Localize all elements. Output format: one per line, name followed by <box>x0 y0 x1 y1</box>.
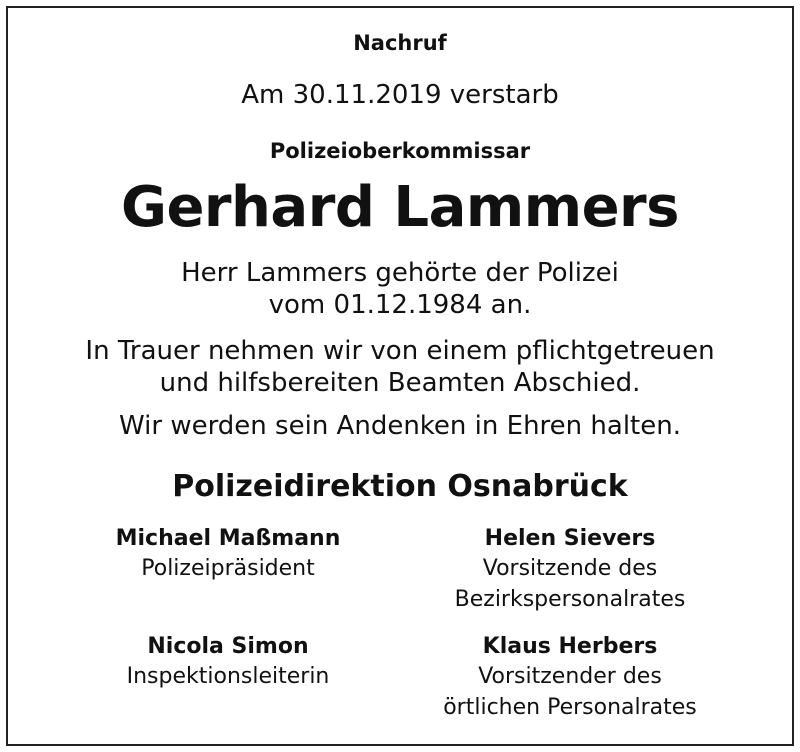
signatory-role: Bezirkspersonalrates <box>454 587 686 612</box>
signatory-name: Nicola Simon <box>147 634 309 659</box>
mourning-line-1: In Trauer nehmen wir von einem pflichtgetreuen <box>85 336 715 366</box>
deceased-name: Gerhard Lammers <box>120 175 680 240</box>
signatory-name: Helen Sievers <box>484 526 656 551</box>
signatory-role: Vorsitzender des <box>478 664 662 689</box>
signatory-name: Klaus Herbers <box>482 634 658 659</box>
signatory-name: Michael Maßmann <box>115 526 341 551</box>
rank-title: Polizeioberkommissar <box>269 139 531 163</box>
notice-heading: Nachruf <box>353 31 447 55</box>
date-line: Am 30.11.2019 verstarb <box>241 80 559 110</box>
service-line-1: Herr Lammers gehörte der Polizei <box>181 258 619 288</box>
service-line-2: vom 01.12.1984 an. <box>268 290 532 320</box>
signatory-role: örtlichen Personalrates <box>443 695 697 720</box>
memory-line: Wir werden sein Andenken in Ehren halten. <box>119 411 681 441</box>
mourning-line-2: und hilfsbereiten Beamten Abschied. <box>159 368 641 398</box>
signatory-role: Inspektionsleiterin <box>126 664 330 689</box>
signatory-role: Vorsitzende des <box>482 556 658 581</box>
organization-name: Polizeidirektion Osnabrück <box>172 469 628 504</box>
signatory-role: Polizeipräsident <box>141 556 315 581</box>
